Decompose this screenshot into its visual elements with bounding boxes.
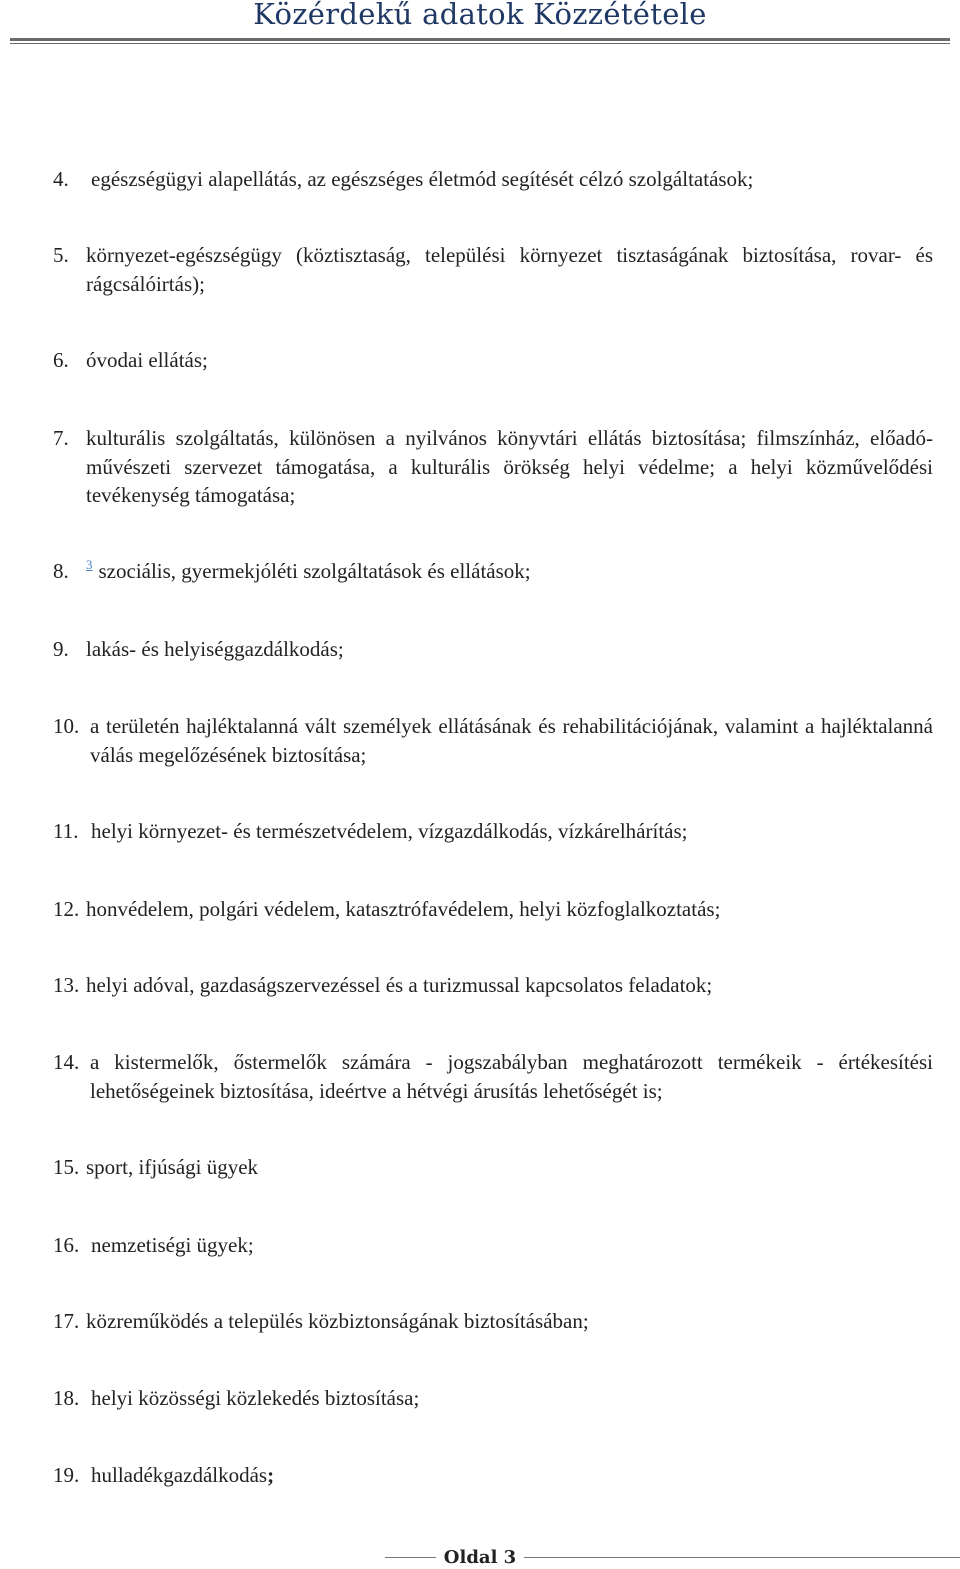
header-divider-thick xyxy=(10,38,950,41)
list-item-text: közreműködés a település közbiztonságának biztosításában; xyxy=(86,1309,589,1333)
list-item-number: 4. xyxy=(53,167,69,191)
list-item-text: helyi környezet- és természetvédelem, vízgazdálkodás, vízkárelhárítás; xyxy=(91,819,688,843)
list-item xyxy=(53,712,933,769)
list-item-number: 6. xyxy=(53,348,69,372)
page-number: Oldal 3 xyxy=(436,1547,524,1568)
list-item-text: óvodai ellátás; xyxy=(86,348,208,372)
list-item xyxy=(53,817,933,846)
list-item-number: 13. xyxy=(53,973,80,997)
page-title: Közérdekű adatok Közzététele xyxy=(253,0,707,31)
list-item xyxy=(53,895,933,924)
list-item-number: 9. xyxy=(53,637,69,661)
list-item xyxy=(53,1048,933,1105)
list-item-number: 14. xyxy=(53,1050,80,1074)
list-item-number: 5. xyxy=(53,243,69,267)
page-footer xyxy=(0,1541,960,1569)
list-item-tail: ; xyxy=(267,1463,275,1487)
list-item xyxy=(53,635,933,664)
list-item-text: a kistermelők, őstermelők számára - jogszabályban meghatározott termékeik - értékesítési lehetőségeinek biztosítása, ideértve a hétvégi árusítás lehetőségét is; xyxy=(90,1050,933,1103)
list-item-text: helyi közösségi közlekedés biztosítása; xyxy=(91,1386,420,1410)
list-item-number: 19. xyxy=(53,1463,80,1487)
list-item-number: 8. xyxy=(53,559,69,583)
list-item-text: környezet-egészségügy (köztisztaság, települési környezet tisztaságának biztosítása, rovar- és rágcsálóirtás); xyxy=(86,243,933,296)
list-item-number: 18. xyxy=(53,1386,80,1410)
list-item-text: szociális, gyermekjóléti szolgáltatások és ellátások; xyxy=(98,559,531,583)
footnote-link[interactable]: 3 xyxy=(86,557,93,572)
list-item xyxy=(53,165,933,194)
list-item xyxy=(53,1307,933,1336)
list-item-text: hulladékgazdálkodás xyxy=(91,1463,268,1487)
list-item-text: a területén hajléktalanná vált személyek ellátásának és rehabilitációjának, valamint a hajléktalanná válás megelőzésének biztosítása; xyxy=(90,714,933,767)
list-item-text: lakás- és helyiséggazdálkodás; xyxy=(86,637,344,661)
list-item-number: 12. xyxy=(53,897,80,921)
list-item-text: nemzetiségi ügyek; xyxy=(91,1233,254,1257)
list-item-text: egészségügyi alapellátás, az egészséges életmód segítését célzó szolgáltatások; xyxy=(91,167,754,191)
list-item xyxy=(53,1384,933,1413)
list-item xyxy=(53,1461,933,1490)
list-item-text: sport, ifjúsági ügyek xyxy=(86,1155,259,1179)
page-header xyxy=(10,0,950,46)
list-item xyxy=(53,241,933,298)
header-divider-thin xyxy=(10,43,950,44)
list-item-number: 16. xyxy=(53,1233,80,1257)
list-item xyxy=(53,971,933,1000)
list-item-number: 10. xyxy=(53,714,80,738)
list-item xyxy=(53,346,933,375)
list-item xyxy=(53,1153,933,1182)
list-item xyxy=(53,424,933,510)
list-item-number: 15. xyxy=(53,1155,80,1179)
list-item-number: 11. xyxy=(53,819,79,843)
list-item xyxy=(53,557,933,589)
list-item xyxy=(53,1231,933,1260)
list-item-text: helyi adóval, gazdaságszervezéssel és a turizmussal kapcsolatos feladatok; xyxy=(86,973,713,997)
list-item-number: 7. xyxy=(53,426,69,450)
list-item-text: honvédelem, polgári védelem, katasztrófavédelem, helyi közfoglalkoztatás; xyxy=(86,897,721,921)
list-item-text: kulturális szolgáltatás, különösen a nyilvános könyvtári ellátás biztosítása; filmszínház, előadó-művészeti szervezet támogatása, a kulturális örökség helyi védelme; a helyi közművelődési tevékenység támogatása; xyxy=(86,426,933,507)
list-item-number: 17. xyxy=(53,1309,80,1333)
